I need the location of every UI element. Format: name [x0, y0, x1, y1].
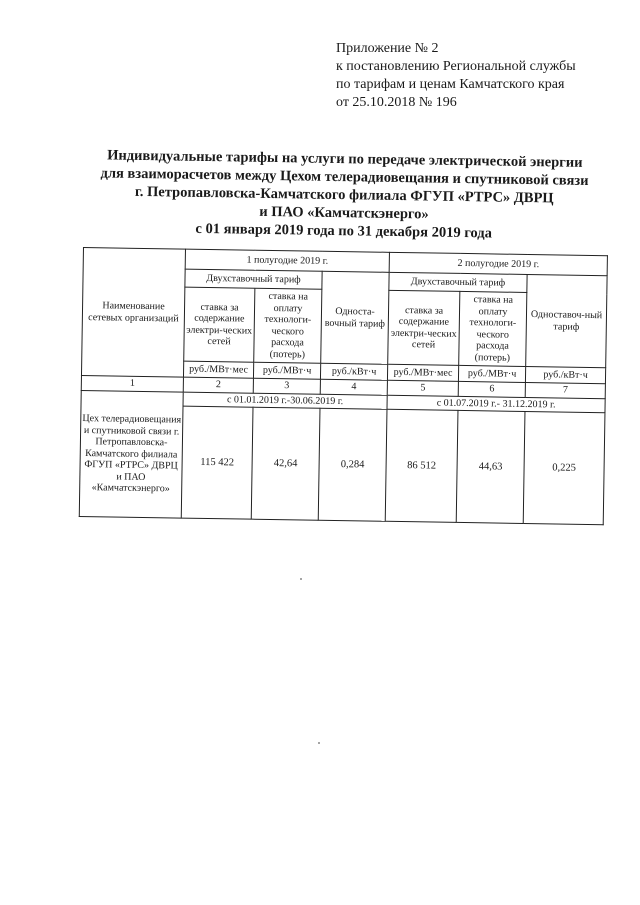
scan-speck [300, 578, 302, 580]
org-column-header: Наименование сетевых организаций [81, 248, 185, 378]
value-single-rate-1: 0,284 [318, 408, 387, 521]
appendix-line: от 25.10.2018 № 196 [336, 95, 457, 110]
title-line: Индивидуальные тарифы на услуги по передаче электрической энергии [107, 147, 583, 171]
first-half-header: 1 полугодие 2019 г. [185, 249, 389, 272]
column-number: 3 [253, 378, 320, 394]
title-line: для взаиморасчетов между Цехом телерадиовещания и спутниковой связи [100, 165, 589, 189]
appendix-line: к постановлению Региональной службы [336, 59, 576, 74]
column-number: 1 [81, 375, 183, 391]
org-name-cell: Цех телерадиовещания и спутниковой связи г. Петропавловска-Камчатского филиала ФГУП «РТРС» ДВРЦ и ПАО «Камчатскэнерго» [79, 390, 183, 518]
two-rate-header-1: Двухставочный тариф [185, 269, 322, 289]
value-single-rate-2: 0,225 [523, 411, 605, 524]
unit-cell: руб./кВт·ч [320, 363, 387, 380]
title-line: г. Петропавловска-Камчатского филиала ФГУП «РТРС» ДВРЦ [134, 183, 554, 207]
unit-cell: руб./МВт·мес [387, 364, 458, 381]
period-2: с 01.07.2019 г.- 31.12.2019 г. [387, 395, 605, 413]
value-maintenance-rate-2: 86 512 [385, 409, 458, 522]
value-loss-rate-1: 42,64 [251, 407, 320, 520]
single-rate-header-2: Одноставоч-ный тариф [526, 274, 607, 367]
title-line: с 01 января 2019 года по 31 декабря 2019 года [195, 220, 493, 242]
document-title [79, 146, 610, 244]
unit-cell: руб./МВт·ч [458, 365, 525, 382]
unit-cell: руб./МВт·ч [253, 362, 320, 379]
unit-cell: руб./МВт·мес [183, 361, 253, 378]
scan-speck [318, 742, 320, 744]
column-number: 5 [387, 380, 458, 396]
maintenance-rate-header-1: ставка за содержание электри-ческих сетей [184, 287, 255, 362]
second-half-header: 2 полугодие 2019 г. [389, 252, 607, 275]
period-1: с 01.01.2019 г.-30.06.2019 г. [183, 392, 387, 410]
column-number: 2 [183, 377, 253, 393]
two-rate-header-2: Двухставочный тариф [389, 272, 527, 292]
appendix-header [336, 40, 626, 112]
unit-cell: руб./кВт·ч [525, 366, 605, 383]
title-line: и ПАО «Камчатскэнерго» [259, 203, 429, 223]
value-maintenance-rate-1: 115 422 [181, 406, 253, 519]
value-loss-rate-2: 44,63 [456, 410, 525, 523]
column-number: 7 [525, 382, 605, 398]
loss-rate-header-2: ставка на оплату технологи-ческого расхода (потерь) [459, 291, 527, 366]
tariff-table [79, 247, 608, 525]
column-number: 6 [458, 381, 525, 397]
appendix-line: по тарифам и ценам Камчатского края [336, 77, 565, 92]
column-number: 4 [320, 379, 387, 395]
maintenance-rate-header-2: ставка за содержание электри-ческих сетей [388, 290, 460, 365]
appendix-line: Приложение № 2 [336, 41, 439, 56]
loss-rate-header-1: ставка на оплату технологи-ческого расхода (потерь) [254, 288, 322, 363]
single-rate-header-1: Односта-вочный тариф [321, 271, 389, 364]
